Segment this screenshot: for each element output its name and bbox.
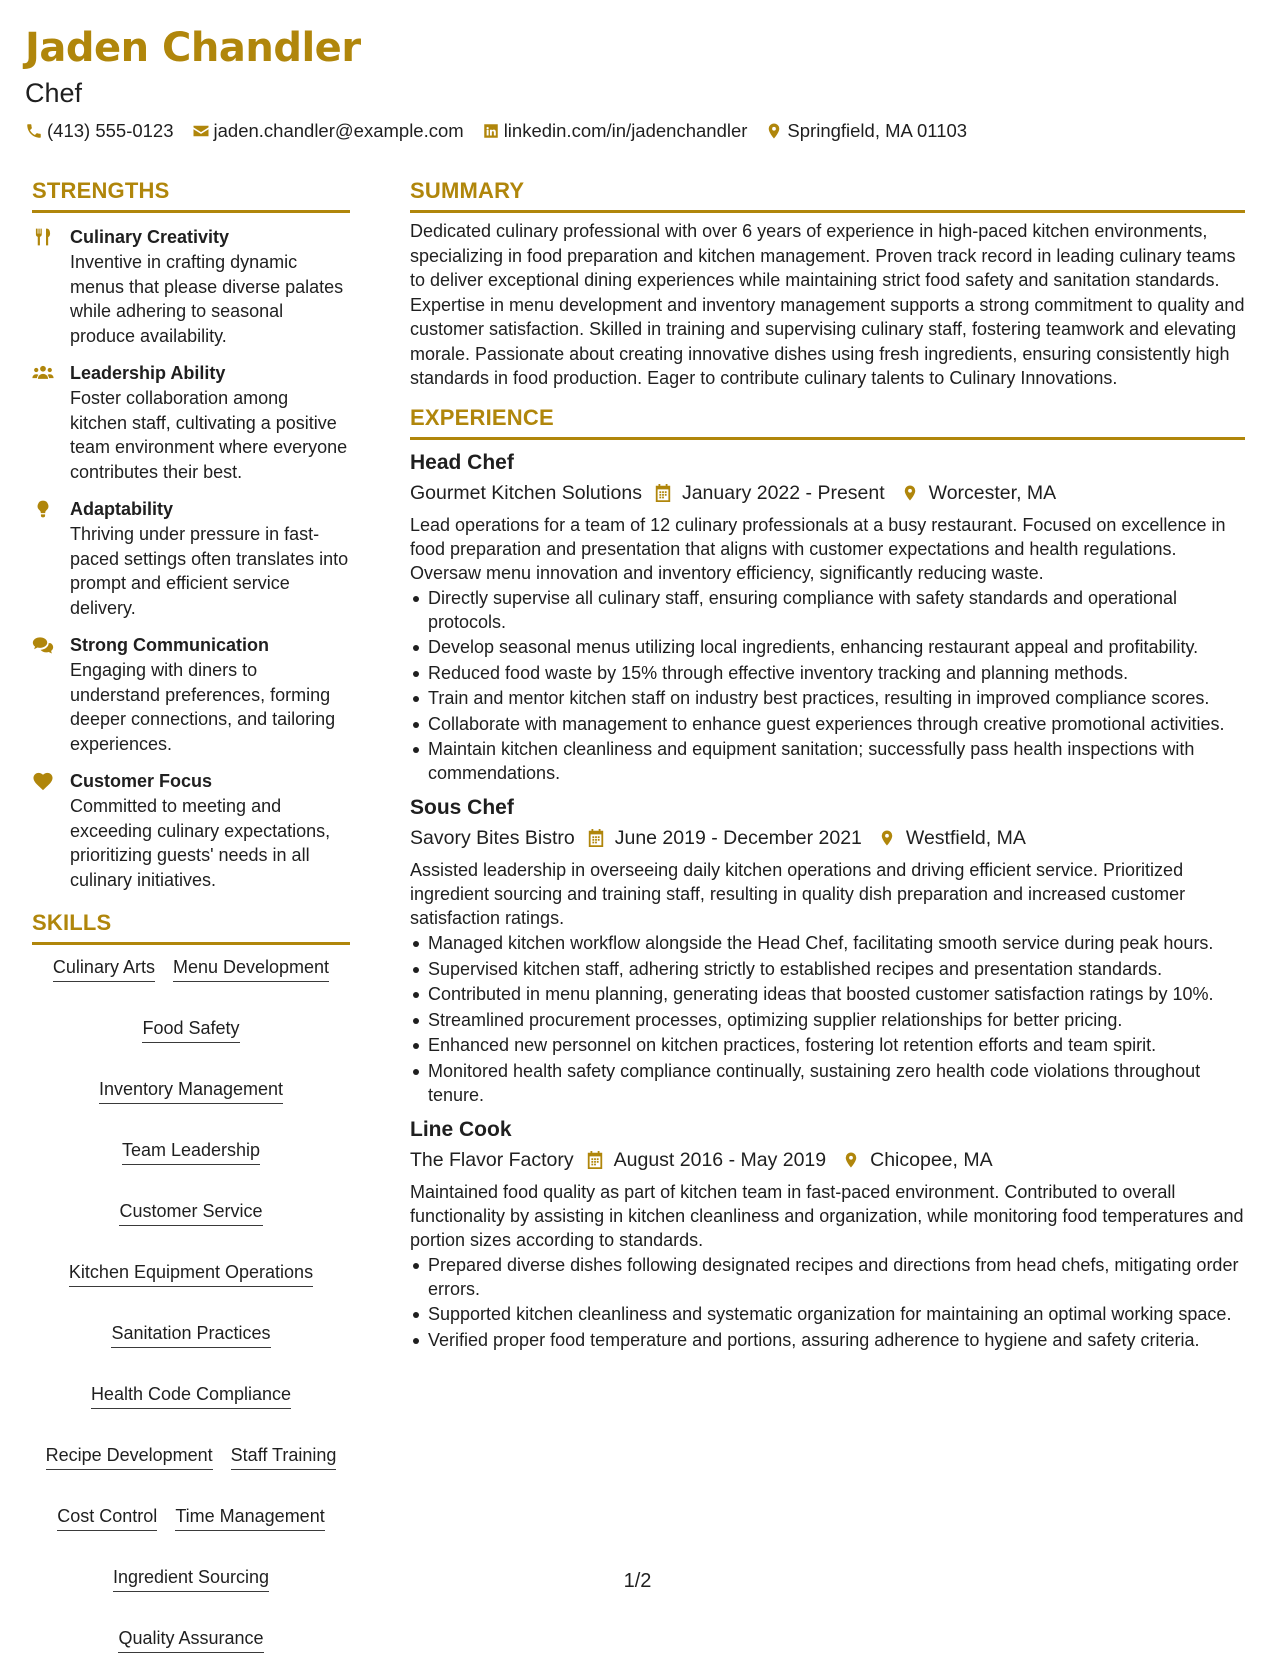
phone-icon: [25, 122, 43, 140]
map-marker-icon: [842, 1150, 860, 1170]
strength-item: [32, 225, 350, 348]
candidate-name: Jaden Chandler: [25, 25, 361, 71]
map-marker-icon: [901, 483, 919, 503]
map-marker-icon: [878, 828, 896, 848]
job-dates: August 2016 - May 2019: [613, 1148, 827, 1171]
job-location: Worcester, MA: [928, 481, 1057, 504]
skill-tag: Customer Service: [119, 1199, 262, 1226]
strength-title: Adaptability: [70, 499, 174, 519]
job-location: Westfield, MA: [905, 827, 1026, 849]
skill-tag: Menu Development: [173, 955, 329, 982]
email-text: jaden.chandler@example.com: [213, 120, 464, 141]
job-meta: [410, 824, 1245, 852]
list-item: Monitored health safety compliance continually, sustaining zero health code violations throughout tenure.: [410, 1059, 1245, 1107]
list-item: Collaborate with management to enhance guest experiences through creative promotional activities.: [410, 712, 1245, 736]
contact-email[interactable]: [192, 119, 464, 143]
list-item: Supervised kitchen staff, adhering strictly to established recipes and presentation standards.: [410, 957, 1245, 981]
job-description: Maintained food quality as part of kitchen team in fast-paced environment. Contributed to overall functionality by assisting in kitchen cleanliness and organization, while monitoring food temperatures and portion sizes according to standards.: [410, 1181, 1244, 1250]
skill-tag: Quality Assurance: [118, 1626, 263, 1653]
strengths-list: [32, 225, 350, 892]
job-description: Assisted leadership in overseeing daily kitchen operations and driving efficient service. Prioritized ingredient sourcing and training staff, resulting in quality dish preparation and increased customer satisfaction ratings.: [410, 860, 1186, 928]
skill-tag: Recipe Development: [46, 1443, 213, 1470]
strength-item: [32, 361, 350, 484]
job-dates: June 2019 - December 2021: [614, 827, 862, 849]
summary-text: Dedicated culinary professional with over 6 years of experience in high-paced kitchen environments, specializing in food preparation and kitchen management. Proven track record in leading culinary teams to deliver exceptional dining experiences while maintaining strict food safety and sanitation standards. Expertise in menu development and inventory management supports a strong commitment to quality and customer satisfaction. Skilled in training and supervising culinary staff, fostering teamwork and elevating morale. Passionate about creating innovative dishes using fresh ingredients, ensuring consistently high standards in food production. Eager to contribute culinary talents to Culinary Innovations.: [410, 221, 1245, 388]
list-item: Reduced food waste by 15% through effective inventory tracking and planning methods.: [410, 661, 1245, 685]
strength-item: [32, 497, 350, 620]
strength-desc: Committed to meeting and exceeding culinary expectations, prioritizing guests' needs in all culinary initiatives.: [70, 796, 331, 890]
users-icon: [32, 363, 54, 383]
job-location: Chicopee, MA: [870, 1148, 993, 1171]
strengths-heading: STRENGTHS: [32, 178, 350, 213]
experience-heading: EXPERIENCE: [410, 405, 1245, 440]
calendar-icon: [654, 483, 672, 503]
strength-title: Strong Communication: [70, 635, 269, 655]
skills-heading: SKILLS: [32, 910, 350, 945]
skill-tag: Inventory Management: [99, 1077, 283, 1104]
list-item: Develop seasonal menus utilizing local ingredients, enhancing restaurant appeal and profitability.: [410, 635, 1245, 659]
calendar-icon: [587, 828, 605, 848]
linkedin-icon: [482, 122, 500, 140]
summary-heading: SUMMARY: [410, 178, 1245, 213]
job-description: Lead operations for a team of 12 culinary professionals at a busy restaurant. Focused on excellence in food preparation and presentation that aligns with customer expectations and health regulations. Oversaw menu innovation and inventory efficiency, significantly reducing waste.: [410, 514, 1226, 583]
location-text: Springfield, MA 01103: [787, 120, 968, 141]
list-item: Train and mentor kitchen staff on industry best practices, resulting in improved compliance scores.: [410, 686, 1245, 710]
job-company: Gourmet Kitchen Solutions: [410, 481, 642, 504]
strength-desc: Thriving under pressure in fast-paced settings often translates into prompt and efficient service delivery.: [70, 524, 349, 618]
left-column: [32, 178, 350, 1653]
contact-phone[interactable]: [25, 119, 174, 143]
job-bullets: [410, 586, 1245, 786]
skill-tag: Ingredient Sourcing: [113, 1565, 269, 1592]
strength-desc: Inventive in crafting dynamic menus that please diverse palates while adhering to seasonal produce availability.: [70, 252, 344, 346]
envelope-icon: [192, 122, 210, 140]
job-bullets: [410, 931, 1245, 1107]
page-number: 1/2: [623, 1570, 652, 1592]
contact-bar: [25, 119, 1255, 143]
job-title: Line Cook: [410, 1117, 512, 1141]
skill-tag: Cost Control: [57, 1504, 157, 1531]
skill-tag: Health Code Compliance: [91, 1382, 291, 1409]
list-item: Prepared diverse dishes following designated recipes and directions from head chefs, mitigating order errors.: [410, 1253, 1245, 1301]
list-item: Streamlined procurement processes, optimizing supplier relationships for better pricing.: [410, 1008, 1245, 1032]
job-company: The Flavor Factory: [410, 1148, 574, 1171]
list-item: Directly supervise all culinary staff, ensuring compliance with safety standards and operational protocols.: [410, 586, 1245, 634]
candidate-title: Chef: [25, 78, 83, 108]
list-item: Contributed in menu planning, generating ideas that boosted customer satisfaction ratings by 10%.: [410, 982, 1245, 1006]
skill-tag: Time Management: [175, 1504, 324, 1531]
strength-desc: Engaging with diners to understand preferences, forming deeper connections, and tailoring experiences.: [70, 660, 336, 754]
list-item: Verified proper food temperature and portions, assuring adherence to hygiene and safety criteria.: [410, 1328, 1245, 1352]
right-column: [410, 178, 1245, 1353]
skills-list: [32, 955, 350, 1653]
job-company: Savory Bites Bistro: [410, 827, 575, 849]
utensils-icon: [32, 227, 54, 247]
lightbulb-icon: [32, 499, 54, 519]
linkedin-text: linkedin.com/in/jadenchandler: [503, 120, 748, 141]
resume-header: [25, 22, 1255, 143]
calendar-icon: [586, 1150, 604, 1170]
strength-title: Leadership Ability: [70, 363, 226, 383]
job-entry: [410, 1116, 1245, 1352]
job-bullets: [410, 1253, 1245, 1352]
skill-tag: Sanitation Practices: [111, 1321, 270, 1348]
strength-item: [32, 769, 350, 892]
strength-title: Customer Focus: [70, 771, 213, 791]
list-item: Supported kitchen cleanliness and systematic organization for maintaining an optimal working space.: [410, 1302, 1245, 1326]
contact-linkedin[interactable]: [482, 119, 748, 143]
job-meta: [410, 1146, 1245, 1174]
comments-icon: [32, 635, 54, 655]
list-item: Maintain kitchen cleanliness and equipment sanitation; successfully pass health inspections with commendations.: [410, 737, 1245, 785]
strength-desc: Foster collaboration among kitchen staff, cultivating a positive team environment where everyone contributes their best.: [70, 388, 348, 482]
job-meta: [410, 479, 1245, 507]
heart-icon: [32, 771, 54, 791]
job-dates: January 2022 - Present: [681, 481, 885, 504]
job-title: Head Chef: [410, 450, 514, 474]
strength-item: [32, 633, 350, 756]
skill-tag: Team Leadership: [122, 1138, 260, 1165]
phone-text: (413) 555-0123: [47, 120, 174, 141]
job-title: Sous Chef: [410, 796, 514, 819]
contact-location: [765, 119, 967, 143]
job-entry: [410, 794, 1245, 1107]
list-item: Managed kitchen workflow alongside the Head Chef, facilitating smooth service during peak hours.: [410, 931, 1245, 955]
skill-tag: Culinary Arts: [53, 955, 155, 982]
job-entry: [410, 449, 1245, 786]
skill-tag: Food Safety: [142, 1016, 239, 1043]
strength-title: Culinary Creativity: [70, 227, 230, 247]
skill-tag: Kitchen Equipment Operations: [69, 1260, 313, 1287]
skill-tag: Staff Training: [231, 1443, 337, 1470]
map-marker-icon: [765, 122, 783, 140]
list-item: Enhanced new personnel on kitchen practices, fostering lot retention efforts and team spirit.: [410, 1033, 1245, 1057]
